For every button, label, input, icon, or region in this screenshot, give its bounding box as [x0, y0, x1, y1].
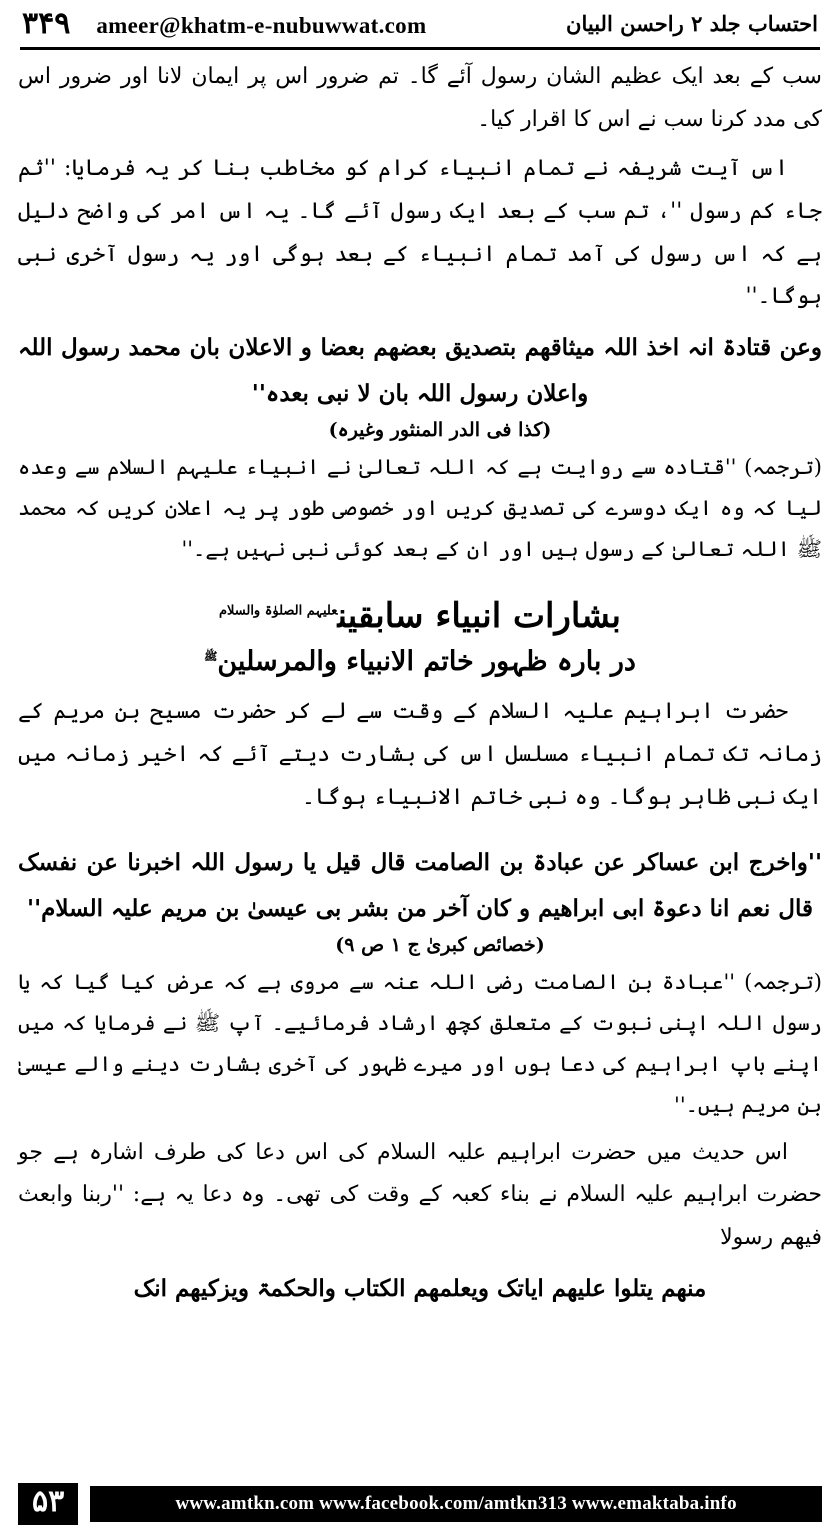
honorific-icon: علیہم الصلوٰۃ والسلام	[218, 603, 338, 619]
page-footer	[0, 1478, 840, 1540]
document-body	[18, 56, 822, 1312]
header-divider	[20, 47, 820, 50]
translation-1: (ترجمہ) ''قتادہ سے روایت ہے کہ اللہ تعالیٰ نے انبیاء علیہم السلام سے وعدہ لیا کہ وہ ایک دوسرے کی تصدیق کریں اور خصوصی طور پر یہ اعلان کریں کہ محمد ﷺ اللہ تعالیٰ کے رسول ہیں اور ان کے بعد کوئی نبی نہیں ہے۔''	[18, 455, 822, 562]
section-heading-main	[18, 596, 822, 636]
honorific-sallallahu-icon: ﷺ	[204, 650, 218, 664]
footer-page-number: ۵۳	[18, 1483, 78, 1525]
section-heading-main-text: بشارات انبیاء سابقین	[337, 596, 622, 637]
paragraph-1: سب کے بعد ایک عظیم الشان رسول آئے گا۔ تم ضرور اس پر ایمان لانا اور ضرور اس کی مدد کرنا سب نے اس کا اقرار کیا۔	[18, 64, 822, 132]
paragraph-4: اس حدیث میں حضرت ابراہیم علیہ السلام کی اس دعا کی طرف اشارہ ہے جو حضرت ابراہیم علیہ السلام نے بناء کعبہ کے وقت کی تھی۔ وہ دعا یہ ہے: ''ربنا وابعث فیھم رسولا	[18, 1139, 822, 1251]
section-heading-sub	[18, 646, 822, 677]
arabic-quote-3: منھم یتلوا علیھم ایاتک ویعلمھم الکتاب والحکمۃ ویزکیھم انک	[133, 1275, 707, 1303]
footer-links[interactable]: www.amtkn.com www.facebook.com/amtkn313 www.emaktaba.info	[90, 1486, 822, 1522]
page-number-top: ۳۴۹	[22, 6, 71, 41]
paragraph-3: حضرت ابراہیم علیہ السلام کے وقت سے لے کر حضرت مسیح بن مریم کے زمانہ تک تمام انبیاء مسلسل اس کی بشارت دیتے آئے کہ اخیر زمانہ میں ایک نبی ظاہر ہوگا۔ وہ نبی خاتم الانبیاء ہوگا۔	[18, 699, 822, 810]
arabic-quote-2: ''واخرج ابن عساکر عن عبادۃ بن الصامت قال قیل یا رسول اللہ اخبرنا عن نفسک قال نعم انا دعوۃ ابی ابراھیم و کان آخر من بشر بی عیسیٰ بن مریم علیہ السلام''	[18, 848, 822, 922]
header-left-group	[22, 6, 426, 41]
section-heading-sub-text: در بارہ ظہور خاتم الانبیاء والمرسلین	[217, 646, 636, 678]
spacer	[18, 826, 822, 836]
reference-1: (کذا فی الدر المنثور وغیرہ)	[328, 419, 552, 442]
reference-2: (خصائص کبریٰ ج ۱ ص ۹)	[335, 933, 545, 956]
header-email: ameer@khatm-e-nubuwwat.com	[96, 13, 427, 38]
book-title: احتساب جلد ۲ راحسن البیان	[566, 11, 818, 36]
page-header	[18, 0, 822, 43]
arabic-quote-1: وعن قتادۃ انہ اخذ اللہ میثاقھم بتصدیق بعضھم بعضا و الاعلان بان محمد رسول اللہ واعلان رسول اللہ بان لا نبی بعدہ''	[18, 334, 822, 408]
paragraph-2: اس آیت شریفہ نے تمام انبیاء کرام کو مخاطب بنا کر یہ فرمایا: ''ثم جاء کم رسول ''، تم سب کے بعد ایک رسول آئے گا۔ یہ اس امر کی واضح دلیل ہے کہ اس رسول کی آمد تمام انبیاء کے بعد ہوگی اور یہ رسول آخری نبی ہوگا۔''	[18, 155, 822, 310]
translation-2: (ترجمہ) ''عبادۃ بن الصامت رضی اللہ عنہ سے مروی ہے کہ عرض کیا گیا کہ یا رسول اللہ اپنی نبوت کے متعلق کچھ ارشاد فرمائیے۔ آپ ﷺ نے فرمایا کہ میں اپنے باپ ابراہیم کی دعا ہوں اور میرے ظہور کی آخری بشارت دینے والے عیسیٰ بن مریم ہیں۔''	[18, 969, 822, 1117]
